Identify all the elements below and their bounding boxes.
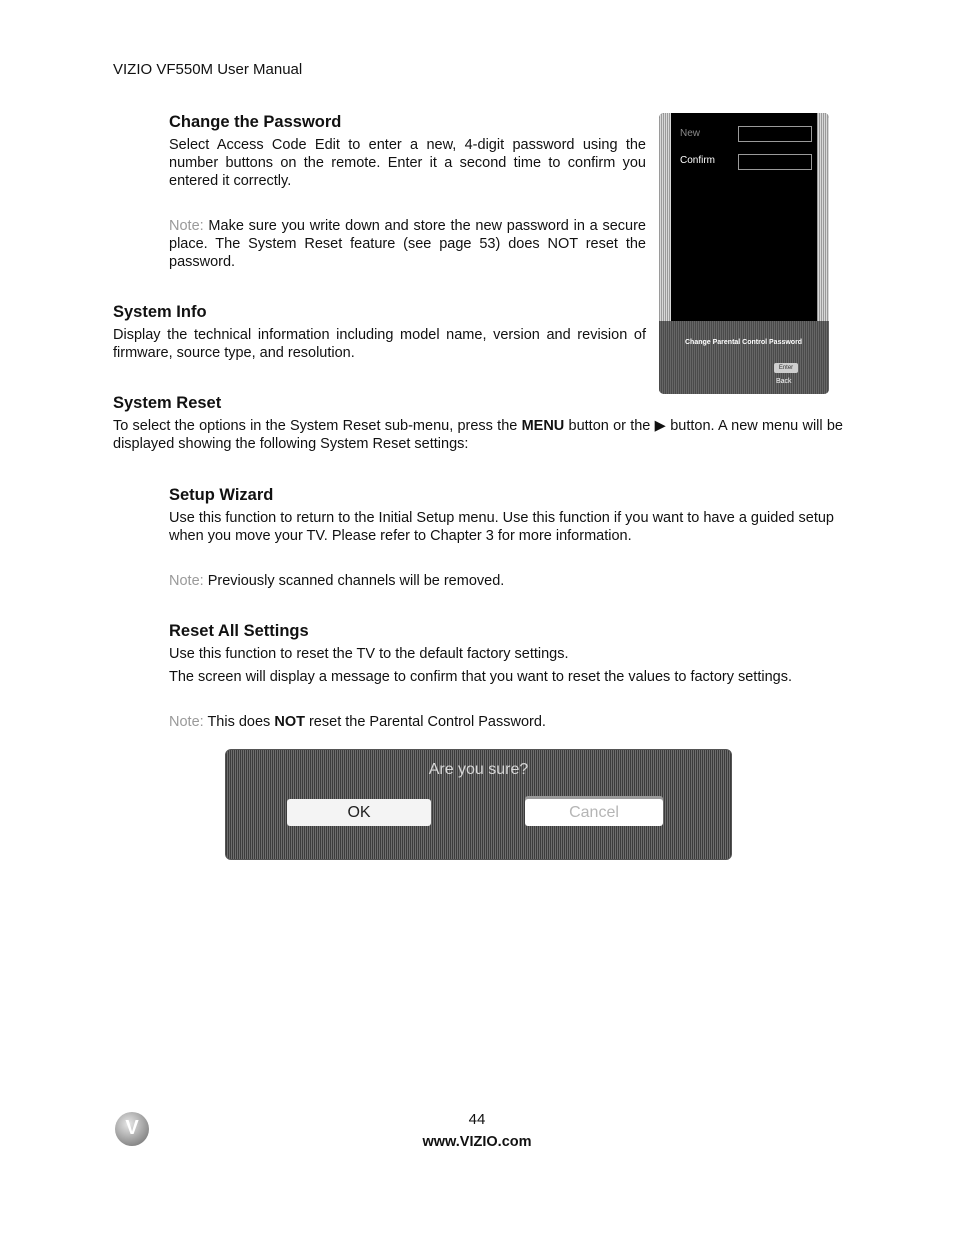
enter-button[interactable]: Enter xyxy=(774,363,798,373)
change-password-note xyxy=(169,217,646,271)
manual-header: VIZIO VF550M User Manual xyxy=(113,61,303,78)
back-label[interactable]: Back xyxy=(776,378,792,385)
reset-all-note xyxy=(169,713,849,731)
confirm-password-label: Confirm xyxy=(680,155,716,166)
cancel-button[interactable]: Cancel xyxy=(525,799,663,826)
system-reset-heading: System Reset xyxy=(113,394,222,412)
parental-password-menu-screenshot xyxy=(659,113,829,394)
system-info-heading: System Info xyxy=(113,303,207,321)
note-label: Note: xyxy=(169,573,204,589)
footer-url[interactable]: www.VIZIO.com xyxy=(422,1134,532,1150)
system-reset-body-end: button or the ▶ button. A new menu will be displayed showing the following System Reset settings: xyxy=(113,418,843,452)
new-password-field[interactable] xyxy=(738,126,812,142)
reset-all-heading: Reset All Settings xyxy=(169,622,309,640)
reset-all-body-1: Use this function to reset the TV to the default factory settings. xyxy=(169,646,569,662)
dialog-question: Are you sure? xyxy=(428,761,529,778)
menu-keyword: MENU xyxy=(521,418,565,434)
menu-title: Change Parental Control Password xyxy=(685,339,803,346)
note-text-start: This does xyxy=(203,714,275,730)
menu-footer-strip xyxy=(659,321,829,394)
section-system-reset xyxy=(113,394,843,453)
note-label: Note: xyxy=(169,218,204,234)
system-reset-body xyxy=(113,417,843,453)
system-info-body: Display the technical information including model name, version and revision of firmware, source type, and resolution. xyxy=(113,327,646,361)
change-password-body: Select Access Code Edit to enter a new, 4-digit password using the number buttons on the remote. Enter it a second time to confirm you entered it correctly. xyxy=(169,137,646,189)
reset-all-body-2: The screen will display a message to confirm that you want to reset the values to factory settings. xyxy=(169,669,792,685)
note-text: Make sure you write down and store the new password in a secure place. The System Reset feature (see page 53) does NOT reset the password. xyxy=(169,218,646,270)
setup-wizard-note xyxy=(169,572,845,590)
note-text-end: reset the Parental Control Password. xyxy=(304,714,546,730)
note-label: Note: xyxy=(169,714,204,730)
setup-wizard-body: Use this function to return to the Initial Setup menu. Use this function if you want to have a guided setup when you move your TV. Please refer to Chapter 3 for more information. xyxy=(169,510,834,544)
section-setup-wizard xyxy=(169,486,845,590)
logo-letter: V xyxy=(125,1117,139,1139)
change-password-heading: Change the Password xyxy=(169,113,342,131)
note-emphasis: NOT xyxy=(274,714,305,730)
ok-button[interactable]: OK xyxy=(287,799,431,826)
note-text: Previously scanned channels will be removed. xyxy=(203,573,505,589)
page-number: 44 xyxy=(468,1111,486,1128)
section-system-info xyxy=(113,303,646,362)
section-change-password xyxy=(169,113,646,271)
confirm-password-field[interactable] xyxy=(738,154,812,170)
section-reset-all xyxy=(169,622,849,731)
reset-confirm-dialog xyxy=(225,749,732,860)
new-password-label: New xyxy=(680,128,701,139)
setup-wizard-heading: Setup Wizard xyxy=(169,486,274,504)
system-reset-body-start: To select the options in the System Reset sub-menu, press the xyxy=(113,418,522,434)
